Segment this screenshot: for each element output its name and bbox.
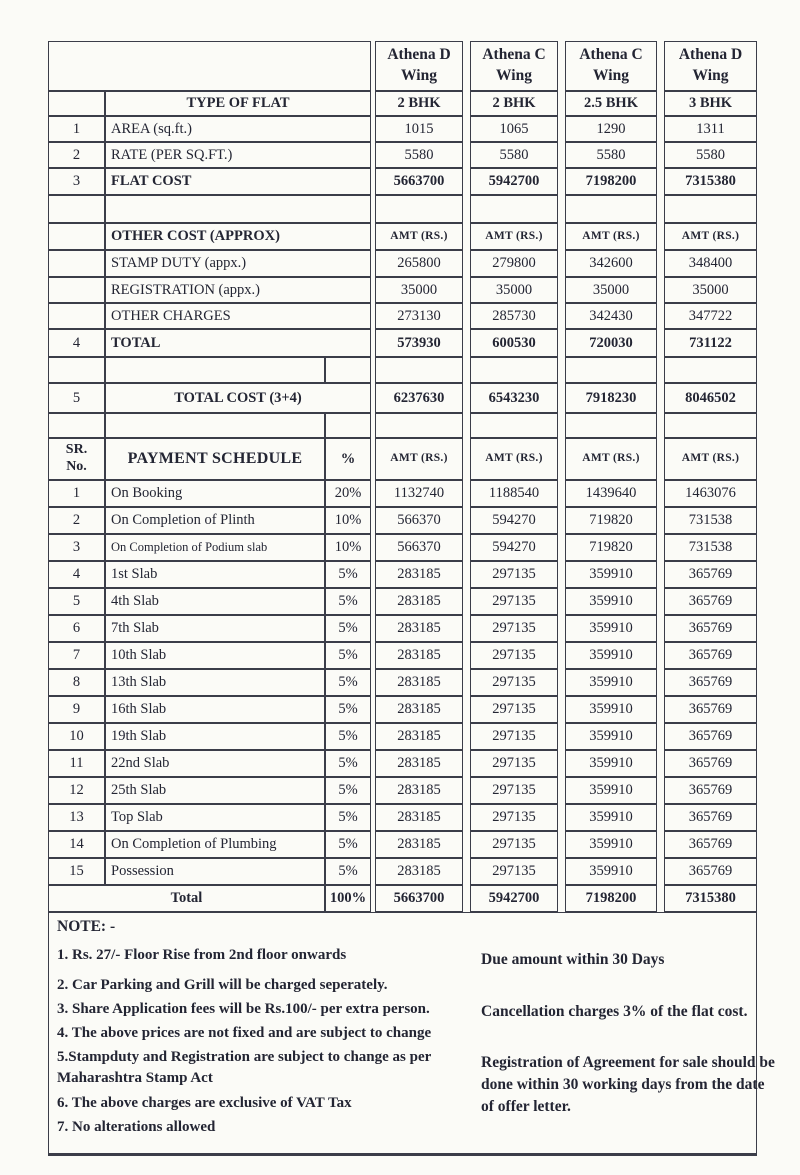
payment-amount: 365769 (664, 696, 757, 723)
type-of-flat-row (48, 91, 757, 116)
amount-cell: 720030 (565, 329, 657, 357)
payment-sr: 7 (48, 642, 105, 669)
empty-cell (664, 357, 757, 383)
empty-cell (470, 357, 558, 383)
wing-header-cell (470, 41, 558, 91)
wing-name-line2: Wing (593, 67, 629, 84)
row-label: OTHER CHARGES (105, 303, 371, 329)
sr-line1: SR. (65, 442, 88, 458)
payment-sr: 10 (48, 723, 105, 750)
payment-percent: 5% (325, 561, 371, 588)
amount-cell: 1065 (470, 116, 558, 142)
note-side-terms (481, 949, 781, 1117)
empty-cell (565, 413, 657, 438)
payment-row (48, 480, 757, 507)
amount-cell: 35000 (565, 277, 657, 303)
empty-cell (375, 357, 463, 383)
payment-amount: 283185 (375, 642, 463, 669)
wing-name: Athena D (387, 46, 451, 64)
payment-row (48, 588, 757, 615)
note-item: 6. The above charges are exclusive of VAT Tax (57, 1094, 352, 1111)
payment-amount: 283185 (375, 858, 463, 885)
amount-cell: 35000 (470, 277, 558, 303)
payment-label: 1st Slab (105, 561, 325, 588)
note-title: NOTE: - (57, 918, 116, 935)
payment-amount: 297135 (470, 561, 558, 588)
payment-sr: 12 (48, 777, 105, 804)
sr-cell: 5 (48, 383, 105, 413)
note-item: 7. No alterations allowed (57, 1119, 216, 1136)
row-label: TOTAL (105, 329, 371, 357)
payment-amount: 297135 (470, 588, 558, 615)
amount-cell: 5580 (565, 142, 657, 168)
wing-name: Athena C (482, 46, 546, 64)
payment-total-row (48, 885, 757, 912)
payment-amount: 365769 (664, 777, 757, 804)
payment-sr: 5 (48, 588, 105, 615)
wing-name-line2: Wing (496, 67, 532, 84)
payment-amount: 297135 (470, 804, 558, 831)
amount-cell: 600530 (470, 329, 558, 357)
amount-cell: 342430 (565, 303, 657, 329)
wing-name: Athena C (579, 46, 643, 64)
wing-name-line2: Wing (692, 67, 729, 84)
sr-cell-empty (48, 250, 105, 277)
empty-cell (565, 195, 657, 223)
payment-row (48, 858, 757, 885)
note-item: 1. Rs. 27/- Floor Rise from 2nd floor onwards (57, 947, 347, 963)
bhk-cell: 3 BHK (664, 91, 757, 116)
wing-header-cell (565, 41, 657, 91)
amount-cell: 1311 (664, 116, 757, 142)
bhk-cell: 2.5 BHK (565, 91, 657, 116)
payment-amount: 359910 (565, 831, 657, 858)
amount-cell: 5580 (470, 142, 558, 168)
payment-amount: 365769 (664, 858, 757, 885)
payment-amount: 359910 (565, 696, 657, 723)
payment-sr: 13 (48, 804, 105, 831)
amount-cell: 5580 (664, 142, 757, 168)
wing-header-row (48, 41, 757, 91)
amount-cell: 35000 (375, 277, 463, 303)
sr-cell-empty (48, 195, 105, 223)
amount-cell: 285730 (470, 303, 558, 329)
wing-name-line2: Wing (401, 67, 437, 84)
amount-cell: 7198200 (565, 168, 657, 195)
payment-amount: 297135 (470, 858, 558, 885)
amount-cell: 1290 (565, 116, 657, 142)
payment-total-amount: 5663700 (375, 885, 463, 912)
note-list (57, 945, 471, 1141)
payment-amount: 365769 (664, 804, 757, 831)
payment-amount: 359910 (565, 642, 657, 669)
amount-cell: 8046502 (664, 383, 757, 413)
spacer-row (48, 413, 757, 438)
sr-cell: 4 (48, 329, 105, 357)
payment-amount: 283185 (375, 804, 463, 831)
payment-amount: 359910 (565, 588, 657, 615)
payment-amount: 283185 (375, 831, 463, 858)
payment-amount: 359910 (565, 723, 657, 750)
payment-percent: 5% (325, 750, 371, 777)
cost-sheet-tables (48, 41, 775, 1156)
note-item: 3. Share Application fees will be Rs.100/- per extra person. (57, 1000, 430, 1017)
stamp-duty-row (48, 250, 757, 277)
payment-label: On Completion of Podium slab (105, 534, 325, 561)
payment-sr: 6 (48, 615, 105, 642)
amt-header-cell: AMT (RS.) (375, 438, 463, 480)
payment-sr: 14 (48, 831, 105, 858)
payment-percent: 5% (325, 696, 371, 723)
amount-cell: 347722 (664, 303, 757, 329)
sr-cell: 1 (48, 116, 105, 142)
spacer-row (48, 195, 757, 223)
amount-cell: 5580 (375, 142, 463, 168)
payment-amount: 719820 (565, 534, 657, 561)
payment-sr: 8 (48, 669, 105, 696)
other-charges-row (48, 303, 757, 329)
amount-cell: 7918230 (565, 383, 657, 413)
sr-cell-empty (48, 357, 105, 383)
payment-label: 7th Slab (105, 615, 325, 642)
flat-cost-row (48, 168, 757, 195)
payment-amount: 297135 (470, 831, 558, 858)
payment-percent: 5% (325, 615, 371, 642)
payment-label: On Completion of Plinth (105, 507, 325, 534)
wing-header-cell (664, 41, 757, 91)
payment-amount: 359910 (565, 561, 657, 588)
payment-amount: 365769 (664, 561, 757, 588)
bhk-cell: 2 BHK (375, 91, 463, 116)
empty-cell (664, 195, 757, 223)
spacer-row (48, 357, 757, 383)
sr-line2: No. (66, 459, 87, 474)
amount-cell: 279800 (470, 250, 558, 277)
payment-sr: 2 (48, 507, 105, 534)
payment-percent: 5% (325, 588, 371, 615)
payment-sr: 15 (48, 858, 105, 885)
empty-cell (470, 413, 558, 438)
payment-amount: 359910 (565, 750, 657, 777)
payment-label: 10th Slab (105, 642, 325, 669)
payment-label: 22nd Slab (105, 750, 325, 777)
payment-row (48, 831, 757, 858)
payment-amount: 283185 (375, 777, 463, 804)
payment-row (48, 642, 757, 669)
amt-header-cell: AMT (RS.) (470, 223, 558, 250)
payment-amount: 297135 (470, 777, 558, 804)
payment-label: 25th Slab (105, 777, 325, 804)
payment-amount: 283185 (375, 615, 463, 642)
other-cost-header-row (48, 223, 757, 250)
amount-cell: 7315380 (664, 168, 757, 195)
note-term: Due amount within 30 Days (481, 951, 665, 968)
total-cost-label: TOTAL COST (3+4) (105, 383, 371, 413)
amount-cell: 348400 (664, 250, 757, 277)
payment-amount: 731538 (664, 507, 757, 534)
payment-amount: 283185 (375, 588, 463, 615)
payment-percent: 20% (325, 480, 371, 507)
note-item: 4. The above prices are not fixed and are subject to change (57, 1024, 432, 1041)
payment-amount: 365769 (664, 642, 757, 669)
payment-percent: 5% (325, 723, 371, 750)
payment-amount: 359910 (565, 777, 657, 804)
empty-cell (375, 195, 463, 223)
payment-row (48, 696, 757, 723)
payment-percent: 5% (325, 831, 371, 858)
payment-total-amount: 5942700 (470, 885, 558, 912)
payment-row (48, 777, 757, 804)
payment-amount: 566370 (375, 507, 463, 534)
sr-cell-empty (48, 303, 105, 329)
payment-total-percent: 100% (325, 885, 371, 912)
payment-amount: 359910 (565, 804, 657, 831)
empty-cell (325, 413, 371, 438)
amount-cell: 5942700 (470, 168, 558, 195)
sr-cell-empty (48, 223, 105, 250)
amount-cell: 265800 (375, 250, 463, 277)
payment-label: Possession (105, 858, 325, 885)
payment-row (48, 804, 757, 831)
row-label: AREA (sq.ft.) (105, 116, 371, 142)
payment-amount: 566370 (375, 534, 463, 561)
payment-amount: 283185 (375, 561, 463, 588)
row-label: FLAT COST (105, 168, 371, 195)
payment-percent: 5% (325, 858, 371, 885)
payment-percent: 10% (325, 507, 371, 534)
payment-amount: 1439640 (565, 480, 657, 507)
empty-cell (105, 195, 371, 223)
amt-header-cell: AMT (RS.) (664, 438, 757, 480)
sr-cell-empty (48, 413, 105, 438)
payment-amount: 283185 (375, 696, 463, 723)
payment-amount: 297135 (470, 696, 558, 723)
payment-amount: 731538 (664, 534, 757, 561)
area-row (48, 116, 757, 142)
note-section (48, 912, 775, 1156)
payment-total-label: Total (48, 885, 325, 912)
payment-percent: 5% (325, 804, 371, 831)
other-cost-header-label: OTHER COST (APPROX) (105, 223, 371, 250)
empty-cell (664, 413, 757, 438)
payment-row (48, 534, 757, 561)
payment-amount: 359910 (565, 858, 657, 885)
payment-amount: 297135 (470, 642, 558, 669)
sr-cell: 2 (48, 142, 105, 168)
amount-cell: 273130 (375, 303, 463, 329)
payment-amount: 365769 (664, 723, 757, 750)
payment-amount: 365769 (664, 750, 757, 777)
payment-sr: 1 (48, 480, 105, 507)
payment-amount: 297135 (470, 723, 558, 750)
empty-cell (325, 357, 371, 383)
payment-amount: 297135 (470, 615, 558, 642)
note-item: 5.Stampduty and Registration are subject to change as per Maharashtra Stamp Act (57, 1049, 432, 1087)
empty-cell (470, 195, 558, 223)
type-of-flat-label: TYPE OF FLAT (105, 91, 371, 116)
payment-sr: 11 (48, 750, 105, 777)
payment-amount: 297135 (470, 669, 558, 696)
row-label: RATE (PER SQ.FT.) (105, 142, 371, 168)
amount-cell: 1015 (375, 116, 463, 142)
payment-label: Top Slab (105, 804, 325, 831)
payment-label: 16th Slab (105, 696, 325, 723)
amount-cell: 342600 (565, 250, 657, 277)
payment-row (48, 615, 757, 642)
amt-header-cell: AMT (RS.) (375, 223, 463, 250)
note-item: 2. Car Parking and Grill will be charged seperately. (57, 977, 388, 994)
payment-header-label: PAYMENT SCHEDULE (105, 438, 325, 480)
payment-total-amount: 7315380 (664, 885, 757, 912)
payment-sr: 9 (48, 696, 105, 723)
payment-amount: 297135 (470, 750, 558, 777)
payment-header-percent: % (325, 438, 371, 480)
payment-amount: 594270 (470, 507, 558, 534)
rate-row (48, 142, 757, 168)
payment-amount: 359910 (565, 615, 657, 642)
payment-sr: 3 (48, 534, 105, 561)
amount-cell: 35000 (664, 277, 757, 303)
payment-row (48, 507, 757, 534)
row-label: REGISTRATION (appx.) (105, 277, 371, 303)
registration-row (48, 277, 757, 303)
payment-amount: 1132740 (375, 480, 463, 507)
payment-total-amount: 7198200 (565, 885, 657, 912)
payment-amount: 359910 (565, 669, 657, 696)
empty-cell (105, 357, 325, 383)
amt-header-cell: AMT (RS.) (470, 438, 558, 480)
payment-label: 4th Slab (105, 588, 325, 615)
empty-cell (105, 413, 325, 438)
payment-row (48, 669, 757, 696)
payment-label: 19th Slab (105, 723, 325, 750)
payment-amount: 365769 (664, 615, 757, 642)
sr-cell-empty (48, 277, 105, 303)
wing-name: Athena D (678, 46, 743, 64)
payment-percent: 5% (325, 777, 371, 804)
amt-header-cell: AMT (RS.) (565, 438, 657, 480)
empty-cell (375, 413, 463, 438)
note-term: Registration of Agreement for sale should be done within 30 working days from the date of offer letter. (481, 1054, 775, 1115)
payment-amount: 594270 (470, 534, 558, 561)
payment-sr: 4 (48, 561, 105, 588)
empty-cell (565, 357, 657, 383)
payment-amount: 365769 (664, 669, 757, 696)
payment-row (48, 561, 757, 588)
amount-cell: 573930 (375, 329, 463, 357)
payment-amount: 719820 (565, 507, 657, 534)
payment-row (48, 750, 757, 777)
payment-amount: 365769 (664, 588, 757, 615)
amount-cell: 6237630 (375, 383, 463, 413)
bhk-cell: 2 BHK (470, 91, 558, 116)
payment-percent: 5% (325, 642, 371, 669)
payment-label: On Booking (105, 480, 325, 507)
amt-header-cell: AMT (RS.) (664, 223, 757, 250)
sr-cell: 3 (48, 168, 105, 195)
payment-amount: 283185 (375, 723, 463, 750)
amount-cell: 5663700 (375, 168, 463, 195)
row-label: STAMP DUTY (appx.) (105, 250, 371, 277)
payment-header-sr (48, 438, 105, 480)
wing-header-cell (375, 41, 463, 91)
payment-header-row (48, 438, 757, 480)
blank-corner-cell (48, 41, 371, 91)
payment-label: On Completion of Plumbing (105, 831, 325, 858)
payment-percent: 5% (325, 669, 371, 696)
amt-header-cell: AMT (RS.) (565, 223, 657, 250)
sr-cell-empty (48, 91, 105, 116)
payment-label: 13th Slab (105, 669, 325, 696)
other-cost-total-row (48, 329, 757, 357)
amount-cell: 731122 (664, 329, 757, 357)
payment-amount: 1188540 (470, 480, 558, 507)
payment-amount: 1463076 (664, 480, 757, 507)
payment-amount: 283185 (375, 750, 463, 777)
total-cost-row (48, 383, 757, 413)
payment-amount: 365769 (664, 831, 757, 858)
amount-cell: 6543230 (470, 383, 558, 413)
payment-row (48, 723, 757, 750)
payment-amount: 283185 (375, 669, 463, 696)
payment-percent: 10% (325, 534, 371, 561)
note-term: Cancellation charges 3% of the flat cost. (481, 1002, 748, 1020)
